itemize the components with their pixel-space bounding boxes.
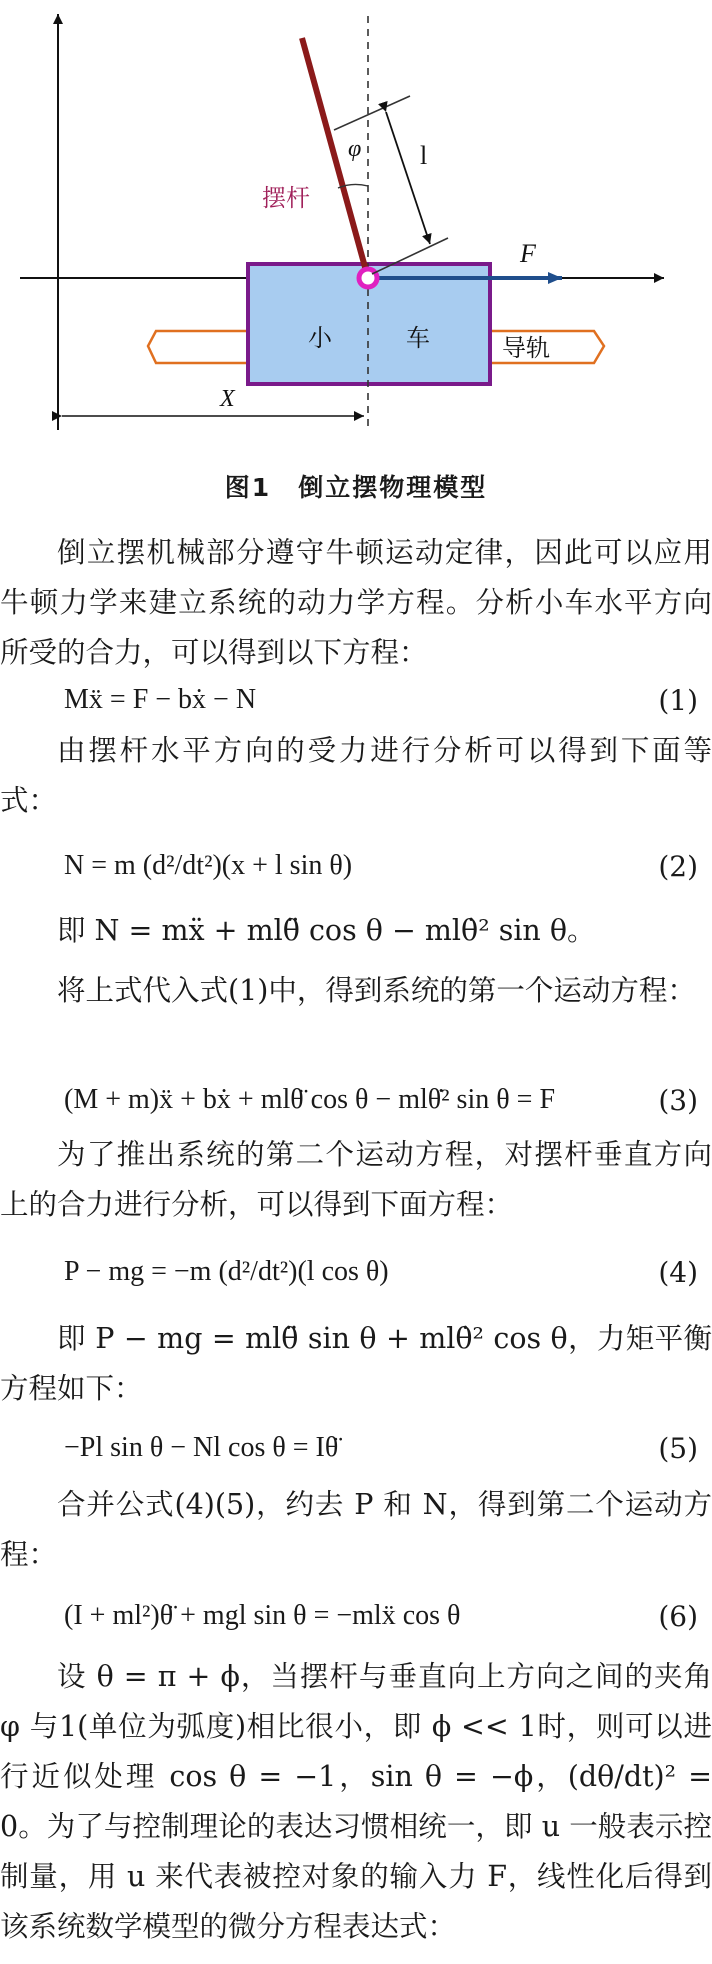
equation-2-body: N = m (d²/dt²)(x + l sin θ)	[64, 850, 353, 881]
cart-label-left: 小	[308, 324, 332, 352]
paragraph-2: 由摆杆水平方向的受力进行分析可以得到下面等式：	[0, 734, 712, 817]
equation-6	[64, 1586, 698, 1646]
equation-2-number: (2)	[658, 849, 698, 883]
phi-label: φ	[348, 136, 362, 162]
length-ext-top	[334, 96, 410, 130]
paragraph-6: 即 P − mg = mlθ̈ sin θ + mlθ̇² cos θ，力矩平衡方程如下：	[0, 1322, 712, 1405]
cart-label-right: 车	[406, 324, 430, 352]
equation-3-body: (M + m)ẍ + bẋ + mlθ̈ cos θ − mlθ̇² sin θ = F	[64, 1084, 556, 1115]
paragraph-7: 合并公式(4)(5)，约去 P 和 N，得到第二个运动方程：	[0, 1488, 712, 1571]
equation-1-body: Mẍ = F − bẋ − N	[64, 684, 257, 715]
equation-4	[64, 1242, 698, 1302]
equation-4-number: (4)	[658, 1255, 698, 1289]
length-dimension-arrow	[386, 112, 430, 244]
equation-1	[64, 670, 698, 730]
rail-left	[148, 331, 248, 363]
equation-1-number: (1)	[658, 683, 698, 717]
equation-3-number: (3)	[658, 1083, 698, 1117]
equation-5-number: (5)	[658, 1431, 698, 1465]
paragraph-3: 即 N = mẍ + mlθ̈ cos θ − mlθ̇² sin θ。	[57, 914, 596, 947]
length-label: l	[420, 141, 428, 170]
equation-5	[64, 1418, 698, 1478]
paragraph-5: 为了推出系统的第二个运动方程，对摆杆垂直方向上的合力进行分析，可以得到下面方程：	[0, 1138, 712, 1221]
equation-3	[64, 1070, 698, 1130]
force-label: F	[520, 239, 536, 268]
pivot	[359, 269, 377, 287]
inverted-pendulum-figure	[0, 0, 712, 450]
x-distance-label: X	[220, 386, 235, 412]
equation-6-body: (I + ml²)θ̈ + mgl sin θ = −mlẍ cos θ	[64, 1600, 461, 1631]
rail-label: 导轨	[502, 334, 550, 362]
paragraph-8: 设 θ = π + ϕ，当摆杆与垂直向上方向之间的夹角 φ 与1(单位为弧度)相比很小，即 ϕ << 1时，则可以进行近似处理 cos θ = −1，sin θ = −ϕ，(dθ/dt)² = 0。为了与控制理论的表达习惯相统一，即 u 一般表示控制量，用 u 来代表被控对象的输入力 F，线性化后得到该系统数学模型的微分方程表达式：	[0, 1660, 712, 1943]
paragraph-4: 将上式代入式(1)中，得到系统的第一个运动方程：	[57, 974, 696, 1007]
equation-6-number: (6)	[658, 1599, 698, 1633]
paragraph-1: 倒立摆机械部分遵守牛顿运动定律，因此可以应用牛顿力学来建立系统的动力学方程。分析小车水平方向所受的合力，可以得到以下方程：	[0, 536, 712, 669]
equation-5-body: −Pl sin θ − Nl cos θ = Iθ̈	[64, 1432, 339, 1463]
rod-label: 摆杆	[262, 184, 310, 212]
equation-4-body: P − mg = −m (d²/dt²)(l cos θ)	[64, 1256, 389, 1287]
equation-2	[64, 836, 698, 896]
figure-caption: 图1 倒立摆物理模型	[224, 473, 488, 502]
